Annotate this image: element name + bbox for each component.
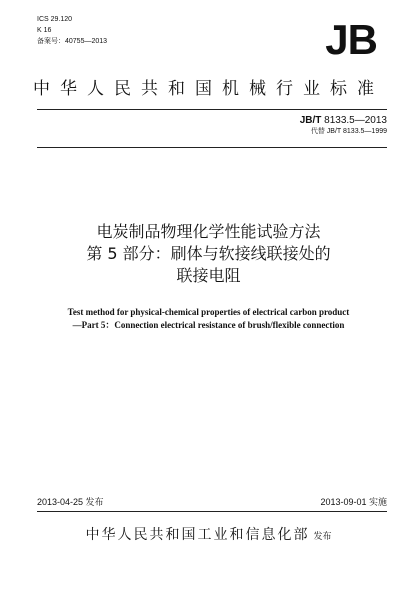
publisher-name: 中华人民共和国工业和信息化部 bbox=[85, 527, 310, 543]
jb-logo: JB bbox=[325, 16, 377, 63]
title-en-line-2: —Part 5：Connection electrical resistance of brush/flexible connection bbox=[72, 320, 345, 330]
top-divider bbox=[37, 109, 387, 110]
title-cn-line-1: 电炭制品物理化学性能试验方法 bbox=[96, 222, 321, 241]
implementation-date: 2013-09-01 实施 bbox=[320, 497, 387, 507]
standard-code-block bbox=[300, 114, 387, 137]
classification-code: K 16 bbox=[37, 27, 52, 34]
title-en-line-1: Test method for physical-chemical properties of electrical carbon product bbox=[67, 307, 350, 317]
standard-number-value: 8133.5—2013 bbox=[321, 115, 387, 126]
publisher bbox=[0, 524, 417, 544]
issue-date: 2013-04-25 发布 bbox=[37, 497, 104, 507]
standard-number bbox=[300, 114, 387, 127]
ics-code: ICS 29.120 bbox=[37, 16, 73, 23]
standard-category-name: 中华人民共和国机械行业标准 bbox=[33, 79, 384, 99]
footer-divider bbox=[37, 511, 387, 512]
standard-prefix: JB/T bbox=[299, 115, 322, 126]
title-cn-line-3: 联接电阻 bbox=[176, 266, 241, 285]
title-cn-line-2: 第 5 部分：刷体与软接线联接处的 bbox=[86, 244, 331, 263]
replaces-standard: 代替 JB/T 8133.5—1999 bbox=[310, 128, 387, 135]
publisher-suffix: 发布 bbox=[313, 532, 332, 542]
record-number: 备案号：40755—2013 bbox=[37, 38, 108, 45]
header-divider bbox=[37, 147, 387, 148]
